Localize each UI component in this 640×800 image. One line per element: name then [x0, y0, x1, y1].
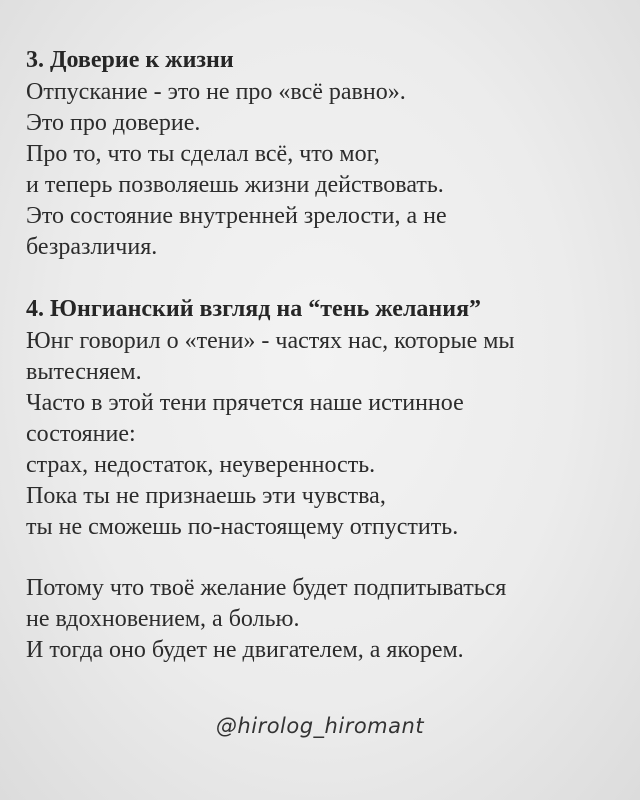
- text-line: безразличия.: [26, 234, 158, 260]
- text-line: вытесняем.: [26, 359, 142, 385]
- text-line: Это состояние внутренней зрелости, а не: [26, 203, 447, 229]
- section-conclusion: [26, 573, 620, 666]
- section-trust-in-life: [26, 44, 620, 263]
- section-heading: 4. Юнгианский взгляд на “тень желания”: [26, 296, 482, 322]
- text-line: состояние:: [26, 421, 136, 447]
- text-line: И тогда оно будет не двигателем, а якорем.: [26, 637, 464, 663]
- section-heading: 3. Доверие к жизни: [26, 47, 234, 73]
- text-line: Часто в этой тени прячется наше истинное: [26, 390, 464, 416]
- text-line: Отпускание - это не про «всё равно».: [26, 79, 406, 105]
- text-line: Про то, что ты сделал всё, что мог,: [26, 141, 380, 167]
- text-line: Юнг говорил о «тени» - частях нас, которые мы: [26, 328, 515, 354]
- section-jungian-view: [26, 293, 620, 543]
- text-line: ты не сможешь по-настоящему отпустить.: [26, 514, 459, 540]
- author-signature: @hirolog_hiromant: [215, 714, 425, 738]
- text-line: Пока ты не признаешь эти чувства,: [26, 483, 386, 509]
- text-line: Это про доверие.: [26, 110, 201, 136]
- text-line: Потому что твоё желание будет подпитываться: [26, 575, 507, 601]
- text-line: не вдохновением, а болью.: [26, 606, 300, 632]
- text-line: и теперь позволяешь жизни действовать.: [26, 172, 444, 198]
- text-line: страх, недостаток, неуверенность.: [26, 452, 376, 478]
